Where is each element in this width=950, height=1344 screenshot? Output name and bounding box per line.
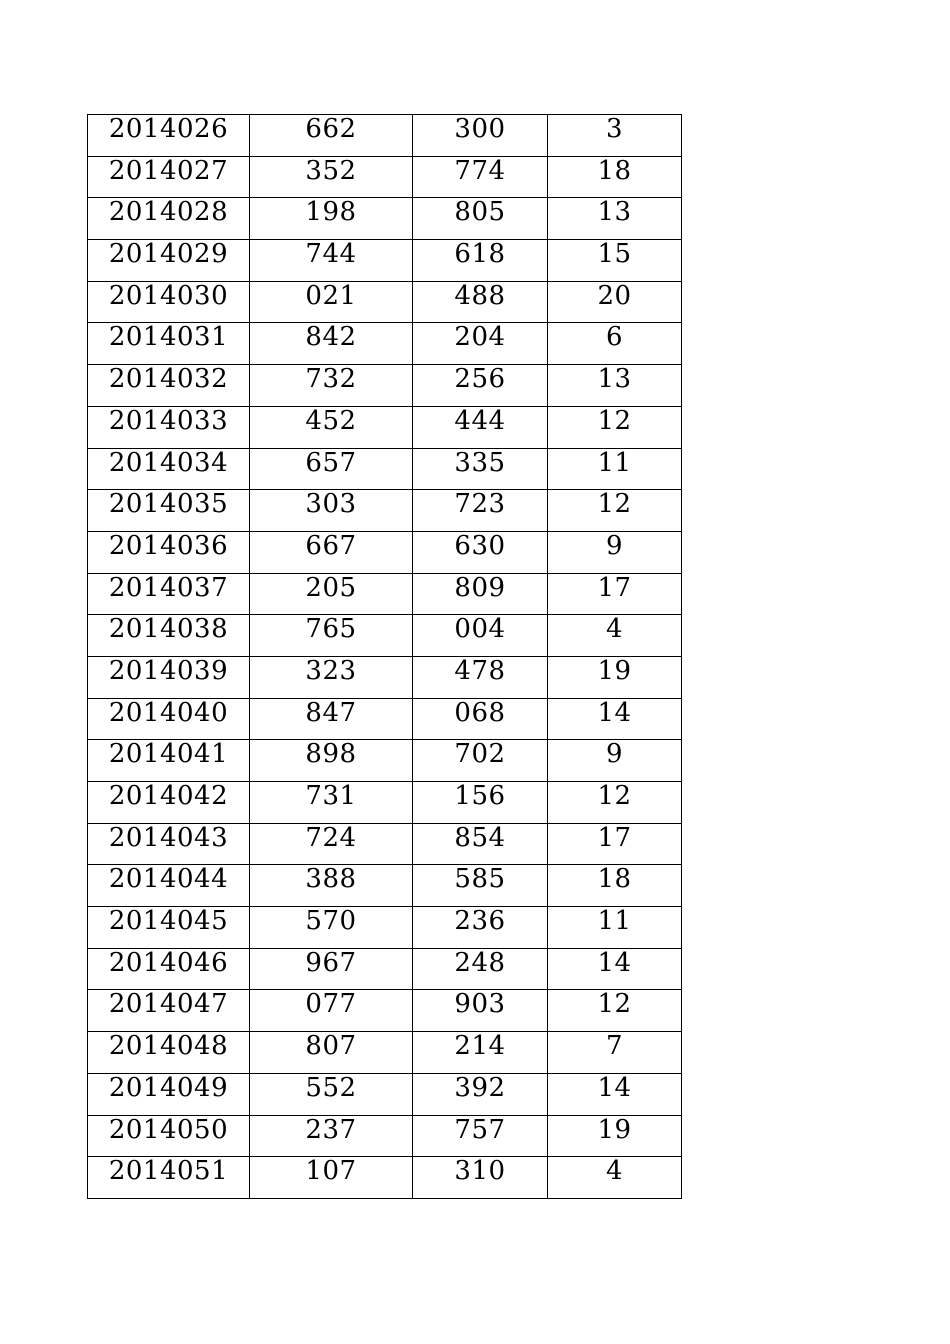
issue-cell: 2014038 [88,615,250,657]
table-row [88,698,682,740]
value-b-cell: 618 [413,240,548,282]
table-row [88,240,682,282]
value-a-cell: 667 [250,531,413,573]
table-row [88,115,682,157]
sum-cell: 4 [548,1157,682,1199]
issue-cell: 2014042 [88,782,250,824]
sum-cell: 11 [548,907,682,949]
table-row [88,448,682,490]
value-b-cell: 723 [413,490,548,532]
table-row [88,615,682,657]
value-b-cell: 444 [413,406,548,448]
table-row [88,782,682,824]
issue-cell: 2014047 [88,990,250,1032]
value-a-cell: 842 [250,323,413,365]
issue-cell: 2014029 [88,240,250,282]
sum-cell: 9 [548,740,682,782]
issue-cell: 2014044 [88,865,250,907]
value-b-cell: 488 [413,281,548,323]
issue-cell: 2014051 [88,1157,250,1199]
table-row [88,365,682,407]
table-row [88,323,682,365]
value-a-cell: 021 [250,281,413,323]
issue-cell: 2014027 [88,156,250,198]
table-row [88,156,682,198]
table-row [88,1032,682,1074]
sum-cell: 17 [548,823,682,865]
value-b-cell: 585 [413,865,548,907]
sum-cell: 13 [548,198,682,240]
sum-cell: 12 [548,406,682,448]
table-row [88,406,682,448]
sum-cell: 17 [548,573,682,615]
data-table [87,114,682,1199]
sum-cell: 15 [548,240,682,282]
table-row [88,823,682,865]
issue-cell: 2014035 [88,490,250,532]
issue-cell: 2014034 [88,448,250,490]
issue-cell: 2014043 [88,823,250,865]
value-b-cell: 630 [413,531,548,573]
sum-cell: 3 [548,115,682,157]
value-a-cell: 107 [250,1157,413,1199]
value-b-cell: 214 [413,1032,548,1074]
value-a-cell: 657 [250,448,413,490]
table-row [88,490,682,532]
table-row [88,573,682,615]
value-b-cell: 204 [413,323,548,365]
value-b-cell: 156 [413,782,548,824]
table-row [88,740,682,782]
sum-cell: 14 [548,698,682,740]
issue-cell: 2014033 [88,406,250,448]
sum-cell: 7 [548,1032,682,1074]
sum-cell: 12 [548,782,682,824]
issue-cell: 2014032 [88,365,250,407]
value-b-cell: 256 [413,365,548,407]
issue-cell: 2014049 [88,1073,250,1115]
value-b-cell: 854 [413,823,548,865]
value-a-cell: 077 [250,990,413,1032]
sum-cell: 6 [548,323,682,365]
value-a-cell: 303 [250,490,413,532]
issue-cell: 2014030 [88,281,250,323]
sum-cell: 13 [548,365,682,407]
table-row [88,1115,682,1157]
value-a-cell: 388 [250,865,413,907]
value-a-cell: 898 [250,740,413,782]
value-b-cell: 335 [413,448,548,490]
value-b-cell: 478 [413,656,548,698]
value-a-cell: 323 [250,656,413,698]
value-b-cell: 805 [413,198,548,240]
value-b-cell: 248 [413,948,548,990]
table-row [88,281,682,323]
value-a-cell: 967 [250,948,413,990]
value-a-cell: 807 [250,1032,413,1074]
sum-cell: 18 [548,156,682,198]
sum-cell: 18 [548,865,682,907]
value-a-cell: 237 [250,1115,413,1157]
table-row [88,1157,682,1199]
sum-cell: 19 [548,656,682,698]
value-a-cell: 731 [250,782,413,824]
value-b-cell: 068 [413,698,548,740]
value-b-cell: 774 [413,156,548,198]
value-b-cell: 300 [413,115,548,157]
sum-cell: 11 [548,448,682,490]
issue-cell: 2014045 [88,907,250,949]
value-b-cell: 702 [413,740,548,782]
table-row [88,1073,682,1115]
value-a-cell: 744 [250,240,413,282]
value-b-cell: 809 [413,573,548,615]
table-row [88,865,682,907]
issue-cell: 2014048 [88,1032,250,1074]
issue-cell: 2014031 [88,323,250,365]
table-row [88,656,682,698]
sum-cell: 9 [548,531,682,573]
value-b-cell: 236 [413,907,548,949]
value-a-cell: 724 [250,823,413,865]
value-a-cell: 552 [250,1073,413,1115]
sum-cell: 19 [548,1115,682,1157]
sum-cell: 12 [548,990,682,1032]
issue-cell: 2014026 [88,115,250,157]
value-a-cell: 198 [250,198,413,240]
value-a-cell: 765 [250,615,413,657]
sum-cell: 12 [548,490,682,532]
issue-cell: 2014046 [88,948,250,990]
issue-cell: 2014037 [88,573,250,615]
table-row [88,531,682,573]
issue-cell: 2014039 [88,656,250,698]
table-row [88,198,682,240]
value-a-cell: 452 [250,406,413,448]
value-b-cell: 004 [413,615,548,657]
sum-cell: 14 [548,948,682,990]
value-a-cell: 352 [250,156,413,198]
issue-cell: 2014040 [88,698,250,740]
issue-cell: 2014041 [88,740,250,782]
value-a-cell: 662 [250,115,413,157]
issue-cell: 2014050 [88,1115,250,1157]
table-row [88,907,682,949]
issue-cell: 2014028 [88,198,250,240]
issue-cell: 2014036 [88,531,250,573]
value-b-cell: 757 [413,1115,548,1157]
value-b-cell: 392 [413,1073,548,1115]
sum-cell: 14 [548,1073,682,1115]
sum-cell: 4 [548,615,682,657]
value-a-cell: 570 [250,907,413,949]
value-a-cell: 732 [250,365,413,407]
table-row [88,948,682,990]
value-a-cell: 205 [250,573,413,615]
table-body [88,115,682,1199]
value-a-cell: 847 [250,698,413,740]
sum-cell: 20 [548,281,682,323]
table-row [88,990,682,1032]
value-b-cell: 903 [413,990,548,1032]
value-b-cell: 310 [413,1157,548,1199]
